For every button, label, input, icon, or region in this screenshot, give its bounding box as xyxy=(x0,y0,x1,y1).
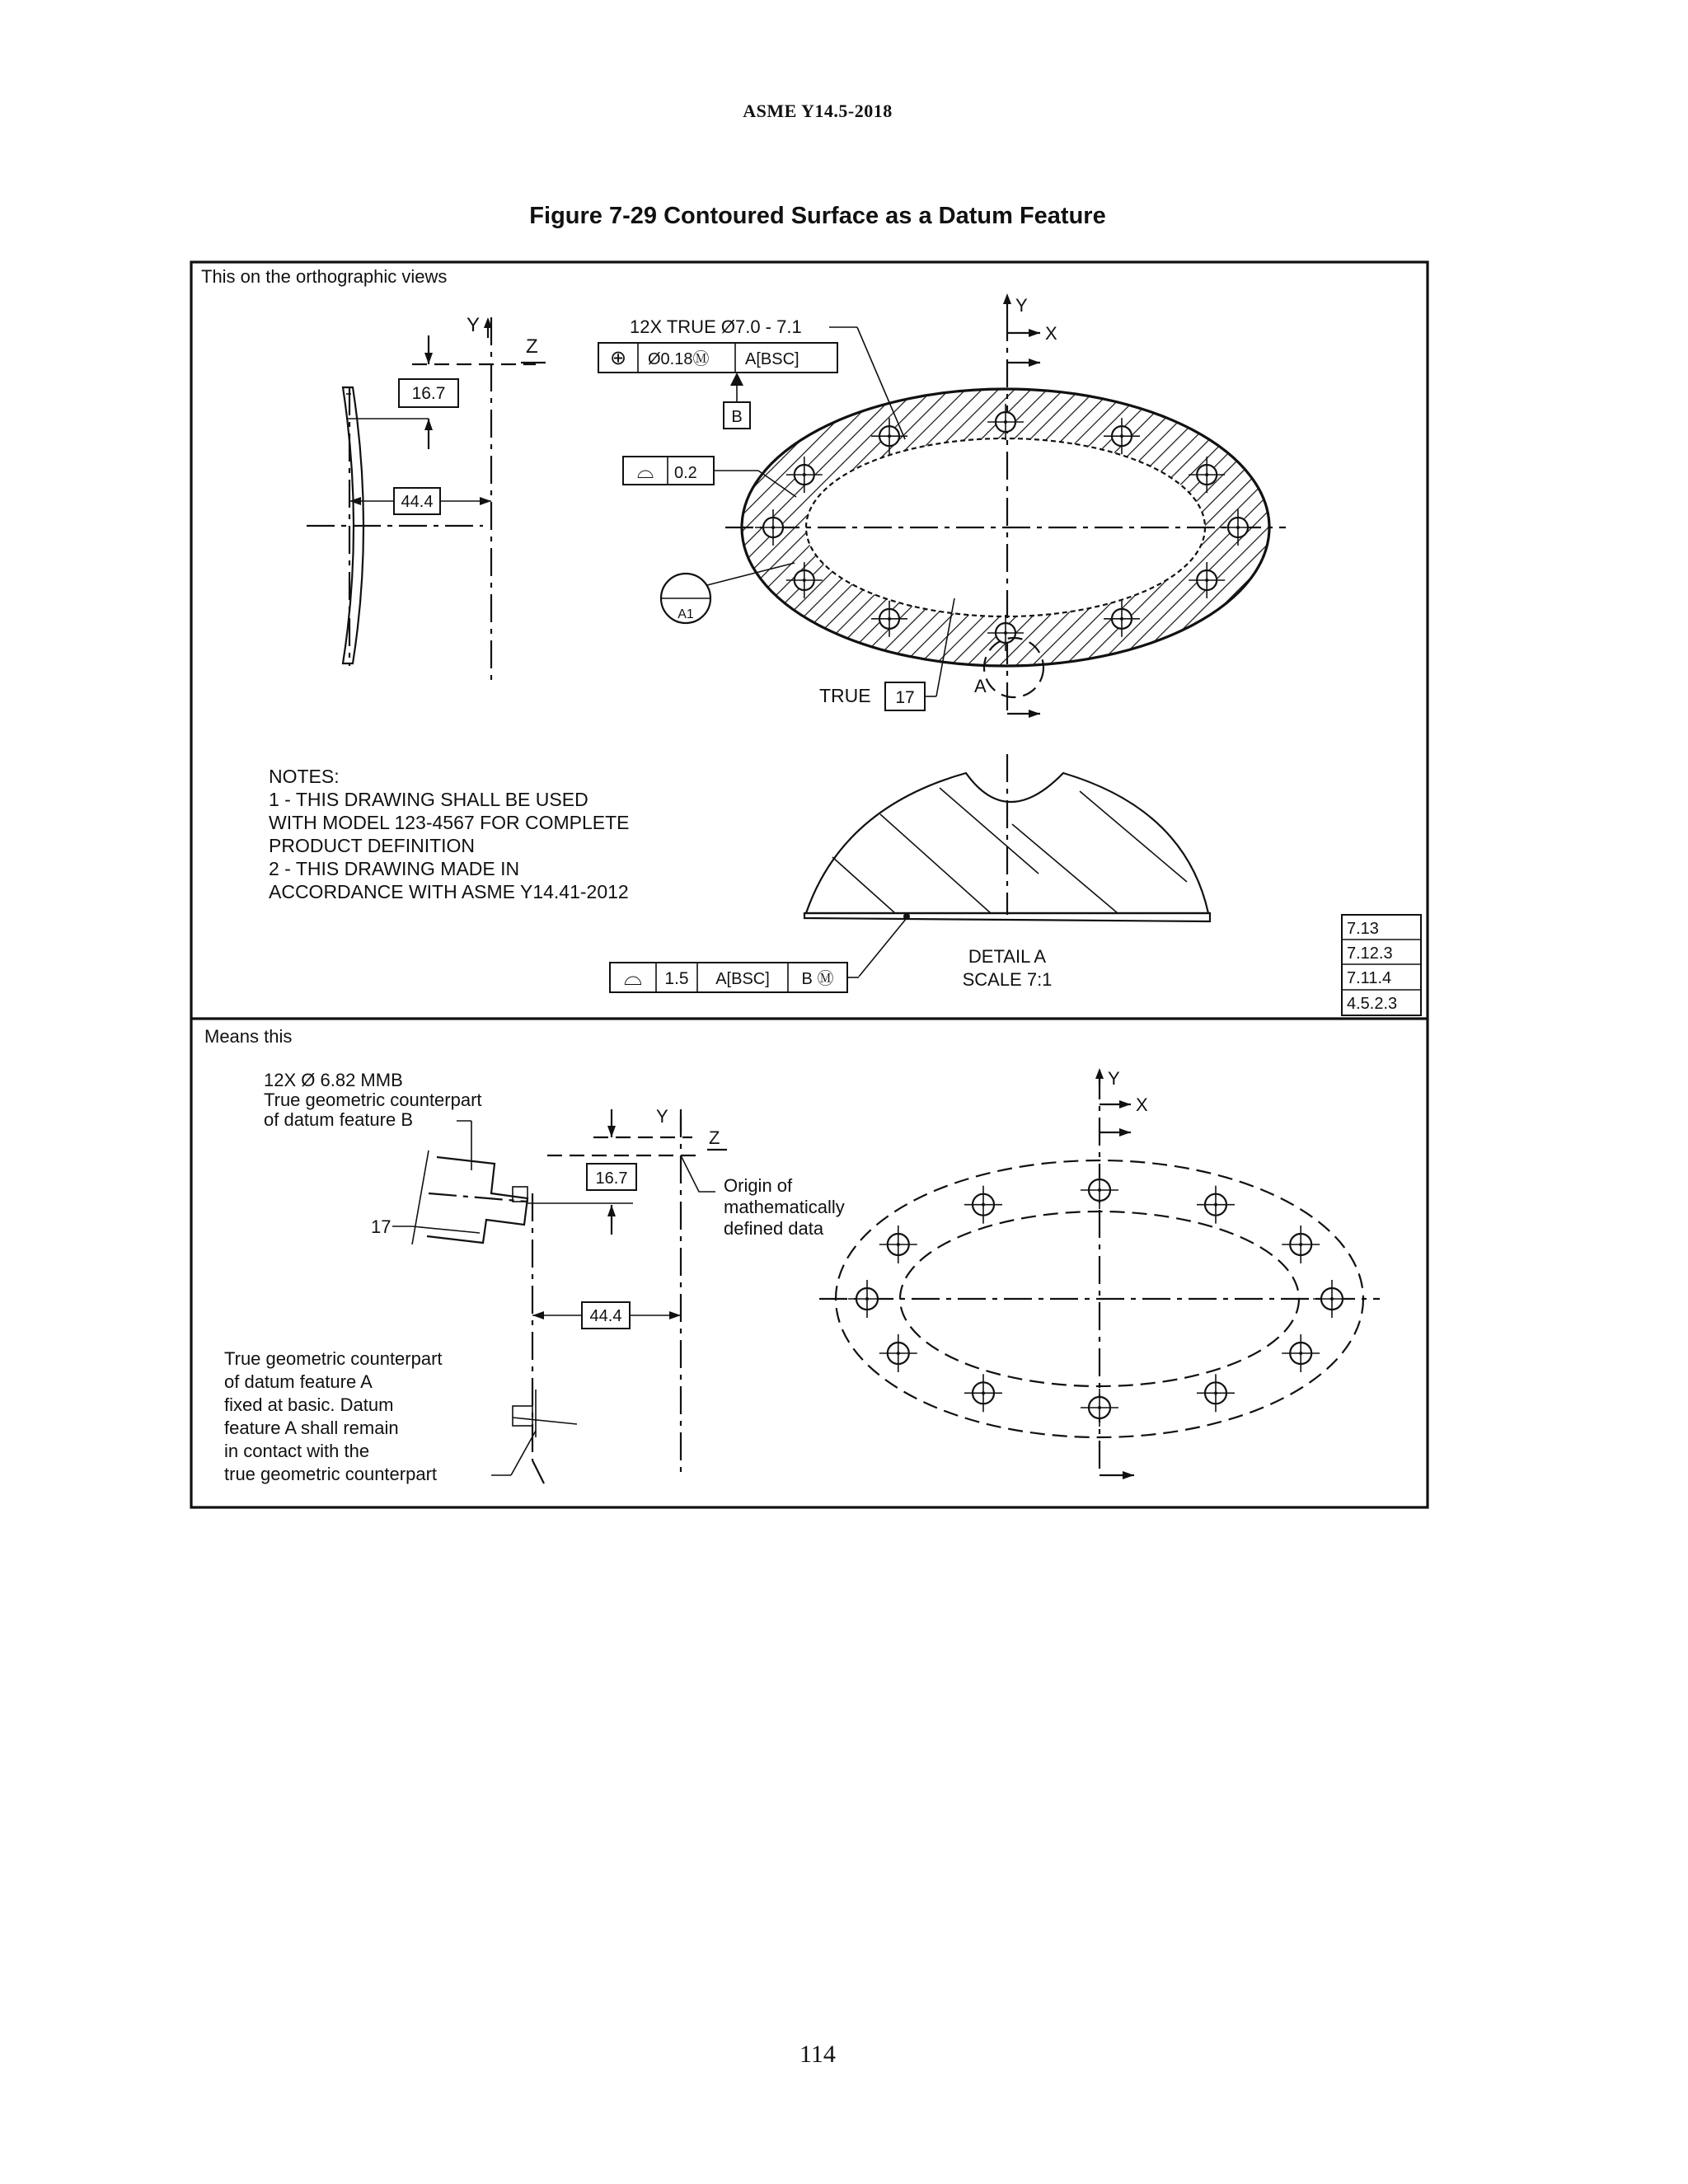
hole-center xyxy=(1299,1352,1302,1355)
detail-scale: SCALE 7:1 xyxy=(962,969,1053,990)
hole-center xyxy=(1330,1297,1334,1301)
hole-center xyxy=(897,1352,900,1355)
dim-16-7: 16.7 xyxy=(411,384,446,403)
ref-3: 7.11.4 xyxy=(1347,969,1392,987)
ca-line-2: fixed at basic. Datum xyxy=(224,1394,394,1415)
bottom-dims xyxy=(528,1106,727,1475)
axis-z-label: Z xyxy=(526,335,538,358)
position-symbol: ⊕ xyxy=(609,347,627,369)
notes-line-1: 1 - THIS DRAWING SHALL BE USED xyxy=(269,789,588,810)
profile-value: 0.2 xyxy=(674,464,697,482)
hole-center xyxy=(1299,1243,1302,1246)
detail-profile-fcf xyxy=(610,963,859,992)
svg-text:True geometric counterpartof xyxy=(224,1348,443,1484)
reference-table xyxy=(1342,915,1421,1015)
bottom-panel-caption: Means this xyxy=(204,1026,293,1047)
hole-center xyxy=(865,1297,869,1301)
notes-block xyxy=(269,766,630,902)
hole-center xyxy=(1214,1203,1217,1207)
hole-center xyxy=(1004,631,1007,635)
cb-line-0: 12X Ø 6.82 MMB xyxy=(264,1070,403,1090)
contoured-ring xyxy=(725,313,1286,717)
detail-profile-value: 1.5 xyxy=(664,969,689,988)
hole-center xyxy=(1120,434,1123,438)
ca-line-5: true geometric counterpart xyxy=(224,1464,438,1484)
svg-text:Origin ofmathematicallydefine xyxy=(724,1175,845,1239)
ca-line-0: True geometric counterpart xyxy=(224,1348,443,1369)
svg-text:12X Ø 6.82 MMBTrue geometric xyxy=(264,1070,482,1130)
notes-line-3: PRODUCT DEFINITION xyxy=(269,835,476,856)
bottom-axis-z: Z xyxy=(709,1127,720,1148)
hole-center xyxy=(982,1203,985,1207)
bottom-axis-y-right: Y xyxy=(1108,1068,1120,1089)
ref-1: 7.13 xyxy=(1347,920,1379,938)
origin-note xyxy=(724,1175,845,1239)
detail-datum-2: B Ⓜ xyxy=(801,970,834,988)
origin-line-2: defined data xyxy=(724,1218,824,1239)
position-datum-ref: A[BSC] xyxy=(745,350,799,368)
ref-2: 7.12.3 xyxy=(1347,944,1393,963)
profile-symbol: ⌓ xyxy=(636,458,654,483)
counterpart-b-note xyxy=(264,1070,482,1170)
page-number: 114 xyxy=(799,2041,836,2068)
cb-line-1: True geometric counterpart xyxy=(264,1090,482,1110)
hole-center xyxy=(982,1391,985,1394)
notes-line-2: WITH MODEL 123-4567 FOR COMPLETE xyxy=(269,812,630,833)
dim-44-4: 44.4 xyxy=(401,493,434,511)
hole-center xyxy=(888,434,891,438)
origin-line-1: mathematically xyxy=(724,1197,845,1217)
hole-center xyxy=(1120,617,1123,621)
hole-center xyxy=(1098,1188,1101,1192)
detail-marker: A xyxy=(974,676,987,696)
detail-datum-1: A[BSC] xyxy=(715,970,770,988)
top-axis-x: X xyxy=(1045,323,1057,344)
bottom-dim-44-4: 44.4 xyxy=(589,1307,622,1325)
standard-header: ASME Y14.5-2018 xyxy=(743,101,893,121)
true-label: TRUE xyxy=(819,685,871,706)
detail-profile-symbol: ⌓ xyxy=(623,964,643,990)
counterpart-geometry xyxy=(371,1151,577,1483)
hole-center xyxy=(1214,1391,1217,1394)
axis-y-label: Y xyxy=(467,314,481,336)
cb-line-2: of datum feature B xyxy=(264,1109,413,1130)
datum-target-label: A1 xyxy=(678,607,694,621)
hole-center xyxy=(1004,420,1007,424)
hole-center xyxy=(1205,579,1208,582)
datum-b-label: B xyxy=(731,408,743,426)
ca-line-3: feature A shall remain xyxy=(224,1418,399,1438)
svg-text:NOTES:1 - THIS DRAWING SHALL xyxy=(269,766,630,902)
notes-line-5: ACCORDANCE WITH ASME Y14.41-2012 xyxy=(269,881,629,902)
hole-center xyxy=(1236,526,1240,529)
top-panel-caption: This on the orthographic views xyxy=(201,266,448,287)
counterpart-a-note xyxy=(224,1348,536,1484)
figure-title: Figure 7-29 Contoured Surface as a Datum Feature xyxy=(529,203,1106,229)
hole-center xyxy=(803,579,806,582)
dim-17-label: 17 xyxy=(371,1216,392,1237)
bottom-axis-y: Y xyxy=(656,1106,668,1127)
hole-center xyxy=(1205,473,1208,476)
hole-callout-text: 12X TRUE Ø7.0 - 7.1 xyxy=(630,316,802,337)
top-axis-y: Y xyxy=(1015,295,1028,316)
ca-line-4: in contact with the xyxy=(224,1441,370,1461)
detail-a-view xyxy=(801,754,1210,990)
notes-line-0: NOTES: xyxy=(269,766,340,787)
hole-center xyxy=(803,473,806,476)
bottom-dim-16-7: 16.7 xyxy=(595,1169,628,1188)
position-tolerance: Ø0.18Ⓜ xyxy=(648,350,710,368)
ref-4: 4.5.2.3 xyxy=(1347,995,1398,1013)
bottom-axis-x-right: X xyxy=(1136,1094,1148,1115)
side-view xyxy=(307,314,546,682)
origin-line-0: Origin of xyxy=(724,1175,793,1196)
hole-center xyxy=(888,617,891,621)
ca-line-1: of datum feature A xyxy=(224,1371,373,1392)
true-value: 17 xyxy=(895,688,915,707)
detail-label: DETAIL A xyxy=(968,946,1047,967)
position-fcf xyxy=(598,343,837,373)
hole-center xyxy=(897,1243,900,1246)
notes-line-4: 2 - THIS DRAWING MADE IN xyxy=(269,858,520,879)
hole-center xyxy=(1098,1406,1101,1409)
hole-center xyxy=(771,526,775,529)
